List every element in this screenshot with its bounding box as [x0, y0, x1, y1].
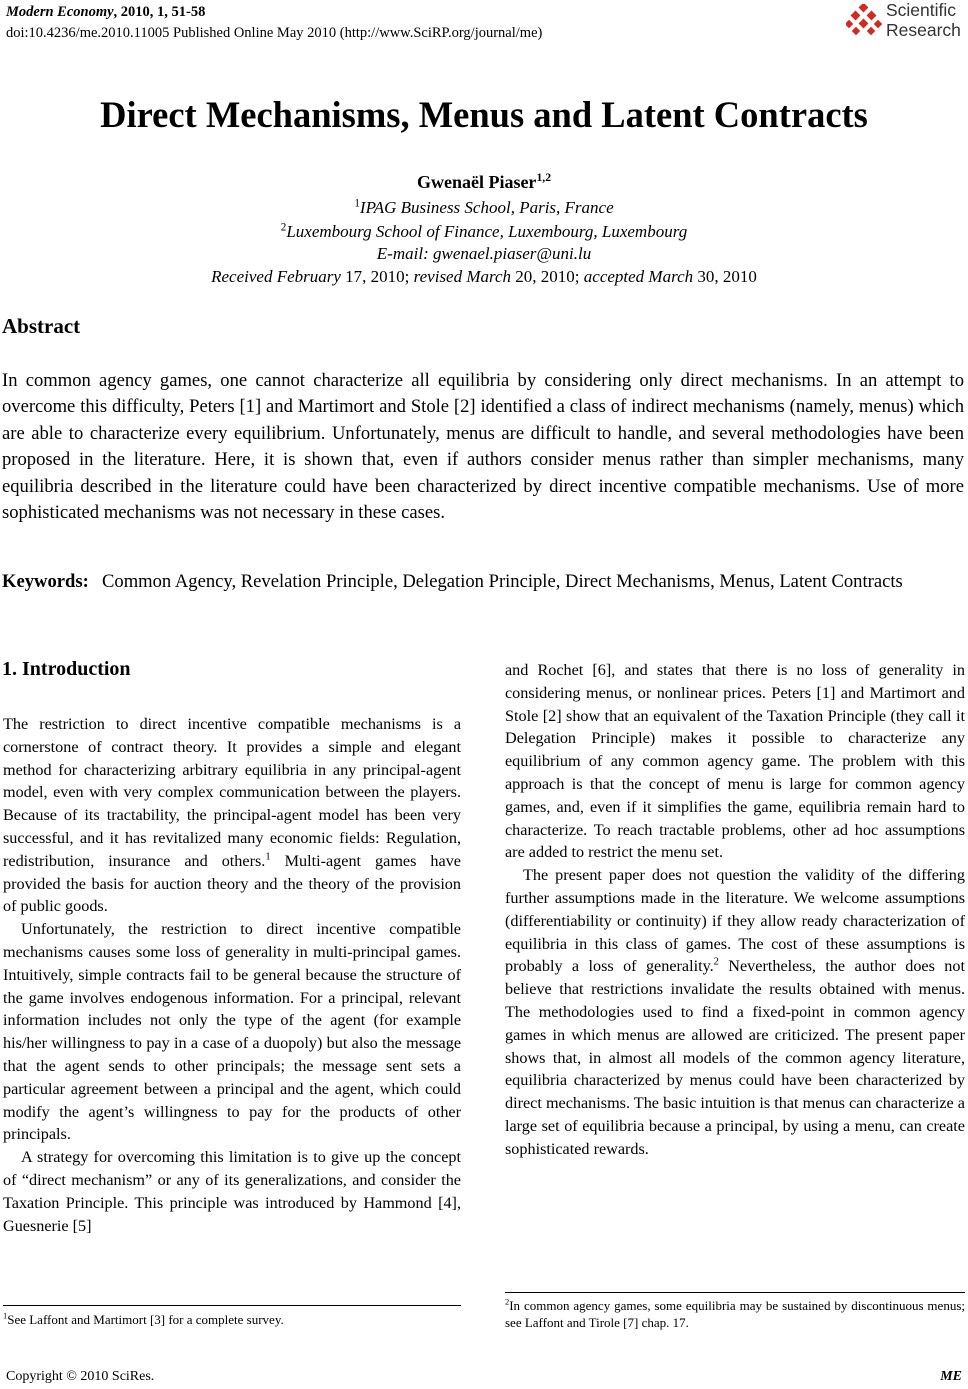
paragraph: and Rochet [6], and states that there is no loss of generality in considering menus, or nonlinear prices. Peters [1] and Martimort and Stole [2] show that an equivalent of the Taxation Principle (they call it Delegation Principle) makes it possible to characterize any equilibrium of any common agency game. The problem with this approach is that the concept of menu is large for common agency games, and, even if it simplifies the game, equilibria remain hard to characterize. To reach tractable problems, other ad hoc assumptions are added to restrict the menu set.: [505, 661, 965, 862]
author-line: [0, 172, 968, 193]
email-label: E-mail: [376, 244, 424, 263]
footnote-1-text: See Laffont and Martimort [3] for a complete survey.: [7, 1312, 284, 1327]
abstract-text: In common agency games, one cannot characterize all equilibria by considering only direct mechanisms. In an attempt to overcome this difficulty, Peters [1] and Martimort and Stole [2] identified a class of indirect mechanisms (namely, menus) which are able to characterize every equilibrium. Unfortunately, menus are difficult to handle, and several methodologies have been proposed in the literature. Here, it is shown that, even if authors consider menus rather than simpler mechanisms, many equilibria described in the literature could have been characterized by direct incentive compatible mechanisms. Use of more sophisticated mechanisms was not necessary in these cases.: [2, 370, 964, 524]
footnote-1-marker: 1: [3, 1310, 8, 1321]
affil-2-text: Luxembourg School of Finance, Luxembourg, Luxembourg: [286, 222, 688, 241]
keywords-text: Common Agency, Revelation Principle, Delegation Principle, Direct Mechanisms, Menus, Latent Contracts: [102, 571, 903, 592]
affiliation-1: [0, 197, 968, 219]
paragraph-text: The restriction to direct incentive compatible mechanisms is a cornerstone of contract theory. It provides a simple and elegant method for characterizing arbitrary equilibria in any principal-agent model, even with very complex communication between the players. Because of its tractability, the principal-agent model has been very successful, and it has revitalized many economic fields: Regulation, redistribution, insurance and others.: [3, 715, 461, 870]
paragraph: A strategy for overcoming this limitation is to give up the concept of “direct mechanism” or any of its generalizations, and consider the Taxation Principle. This principle was introduced by Hammond [4], Guesnerie [5]: [3, 1148, 461, 1235]
received-line: [0, 266, 968, 288]
footnote-marker: 2: [713, 956, 719, 968]
email-line: [0, 243, 968, 265]
footnote-divider: [3, 1305, 461, 1306]
keywords-label: Keywords:: [2, 571, 89, 592]
logo-line-1: Scientific: [886, 0, 957, 20]
footnote-2-text: In common agency games, some equilibria may be sustained by discontinuous menus; see Laffont and Tirole [7] chap. 17.: [505, 1298, 965, 1330]
affil-1-text: IPAG Business School, Paris, France: [359, 198, 614, 217]
logo-mark-icon: [846, 4, 882, 40]
received-label: Received February: [211, 267, 341, 286]
doi-line: doi:10.4236/me.2010.11005 Published Online May 2010 (http://www.SciRP.org/journal/me): [6, 25, 543, 41]
paragraph-text: Nevertheless, the author does not believe that restrictions invalidate the results obtained with menus. The methodologies used to find a fixed-point in common agency games in which menus are allowed are criticized. The present paper shows that, in almost all models of the common agency literature, equilibria characterized by menus could have been characterized by direct mechanisms. The basic intuition is that menus can characterize a large set of equilibria because a principal, by using a menu, can create sophisticated rewards.: [505, 957, 965, 1158]
paragraph: [505, 864, 965, 1160]
right-column: [505, 659, 965, 1161]
logo-line-2: Research: [886, 20, 961, 40]
journal-abbreviation: ME: [940, 1369, 962, 1384]
affil-2-marker: 2: [280, 221, 287, 234]
paragraph: Unfortunately, the restriction to direct incentive compatible mechanisms causes some loss of generality in multi-principal games. Intuitively, simple contracts fail to be general because the structure of the game involves endogenous information. For a principal, relevant information includes not only the type of the agent (for example his/her willingness to pay in a case of a duopoly) but also the message that the agent sends to other principals; the message sent sets a particular agreement between a principal and the agent, which could modify the agent’s willingness to pay for the products of other principals.: [3, 920, 461, 1144]
accepted-date: 30, 2010: [693, 267, 757, 286]
paragraph-text: Multi-agent games have provided the basis for auction theory and the theory of the provision of public goods.: [3, 851, 461, 916]
scientific-research-logo: [846, 0, 966, 44]
footnote-2: [505, 1297, 965, 1331]
abstract-heading: Abstract: [2, 314, 81, 338]
accepted-label: accepted March: [583, 267, 694, 286]
copyright-footer: Copyright © 2010 SciRes.: [6, 1369, 155, 1384]
left-column: [3, 713, 461, 1237]
journal-issue: , 2010, 1, 51-58: [113, 4, 206, 20]
footnote-divider: [505, 1292, 965, 1293]
affil-1-marker: 1: [354, 197, 360, 210]
author-affil-marker: 1,2: [536, 171, 552, 184]
journal-line: [6, 2, 542, 23]
paper-title: Direct Mechanisms, Menus and Latent Contracts: [100, 94, 868, 135]
logo-wordmark: [886, 0, 961, 40]
revised-date: 20, 2010;: [511, 267, 584, 286]
received-date: 17, 2010;: [340, 267, 414, 286]
footnote-marker: 1: [265, 851, 271, 863]
paragraph: [3, 713, 461, 918]
footnote-1: [3, 1311, 461, 1328]
running-header: [6, 2, 542, 44]
revised-label: revised March: [413, 267, 512, 286]
author-name: Gwenaël Piaser: [416, 172, 537, 192]
paragraph-text: The present paper does not question the validity of the differing further assumptions made in the literature. We welcome assumptions (differentiability or continuity) if they allow ready characterization of equilibria in this class of games. The cost of these assumptions is probably a loss of generality.: [505, 866, 965, 976]
journal-name: Modern Economy: [6, 4, 114, 20]
email-address: : gwenael.piaser@uni.lu: [423, 244, 592, 263]
footnote-2-marker: 2: [505, 1296, 510, 1307]
section-heading: 1. Introduction: [2, 658, 131, 680]
affiliation-2: [0, 221, 968, 243]
